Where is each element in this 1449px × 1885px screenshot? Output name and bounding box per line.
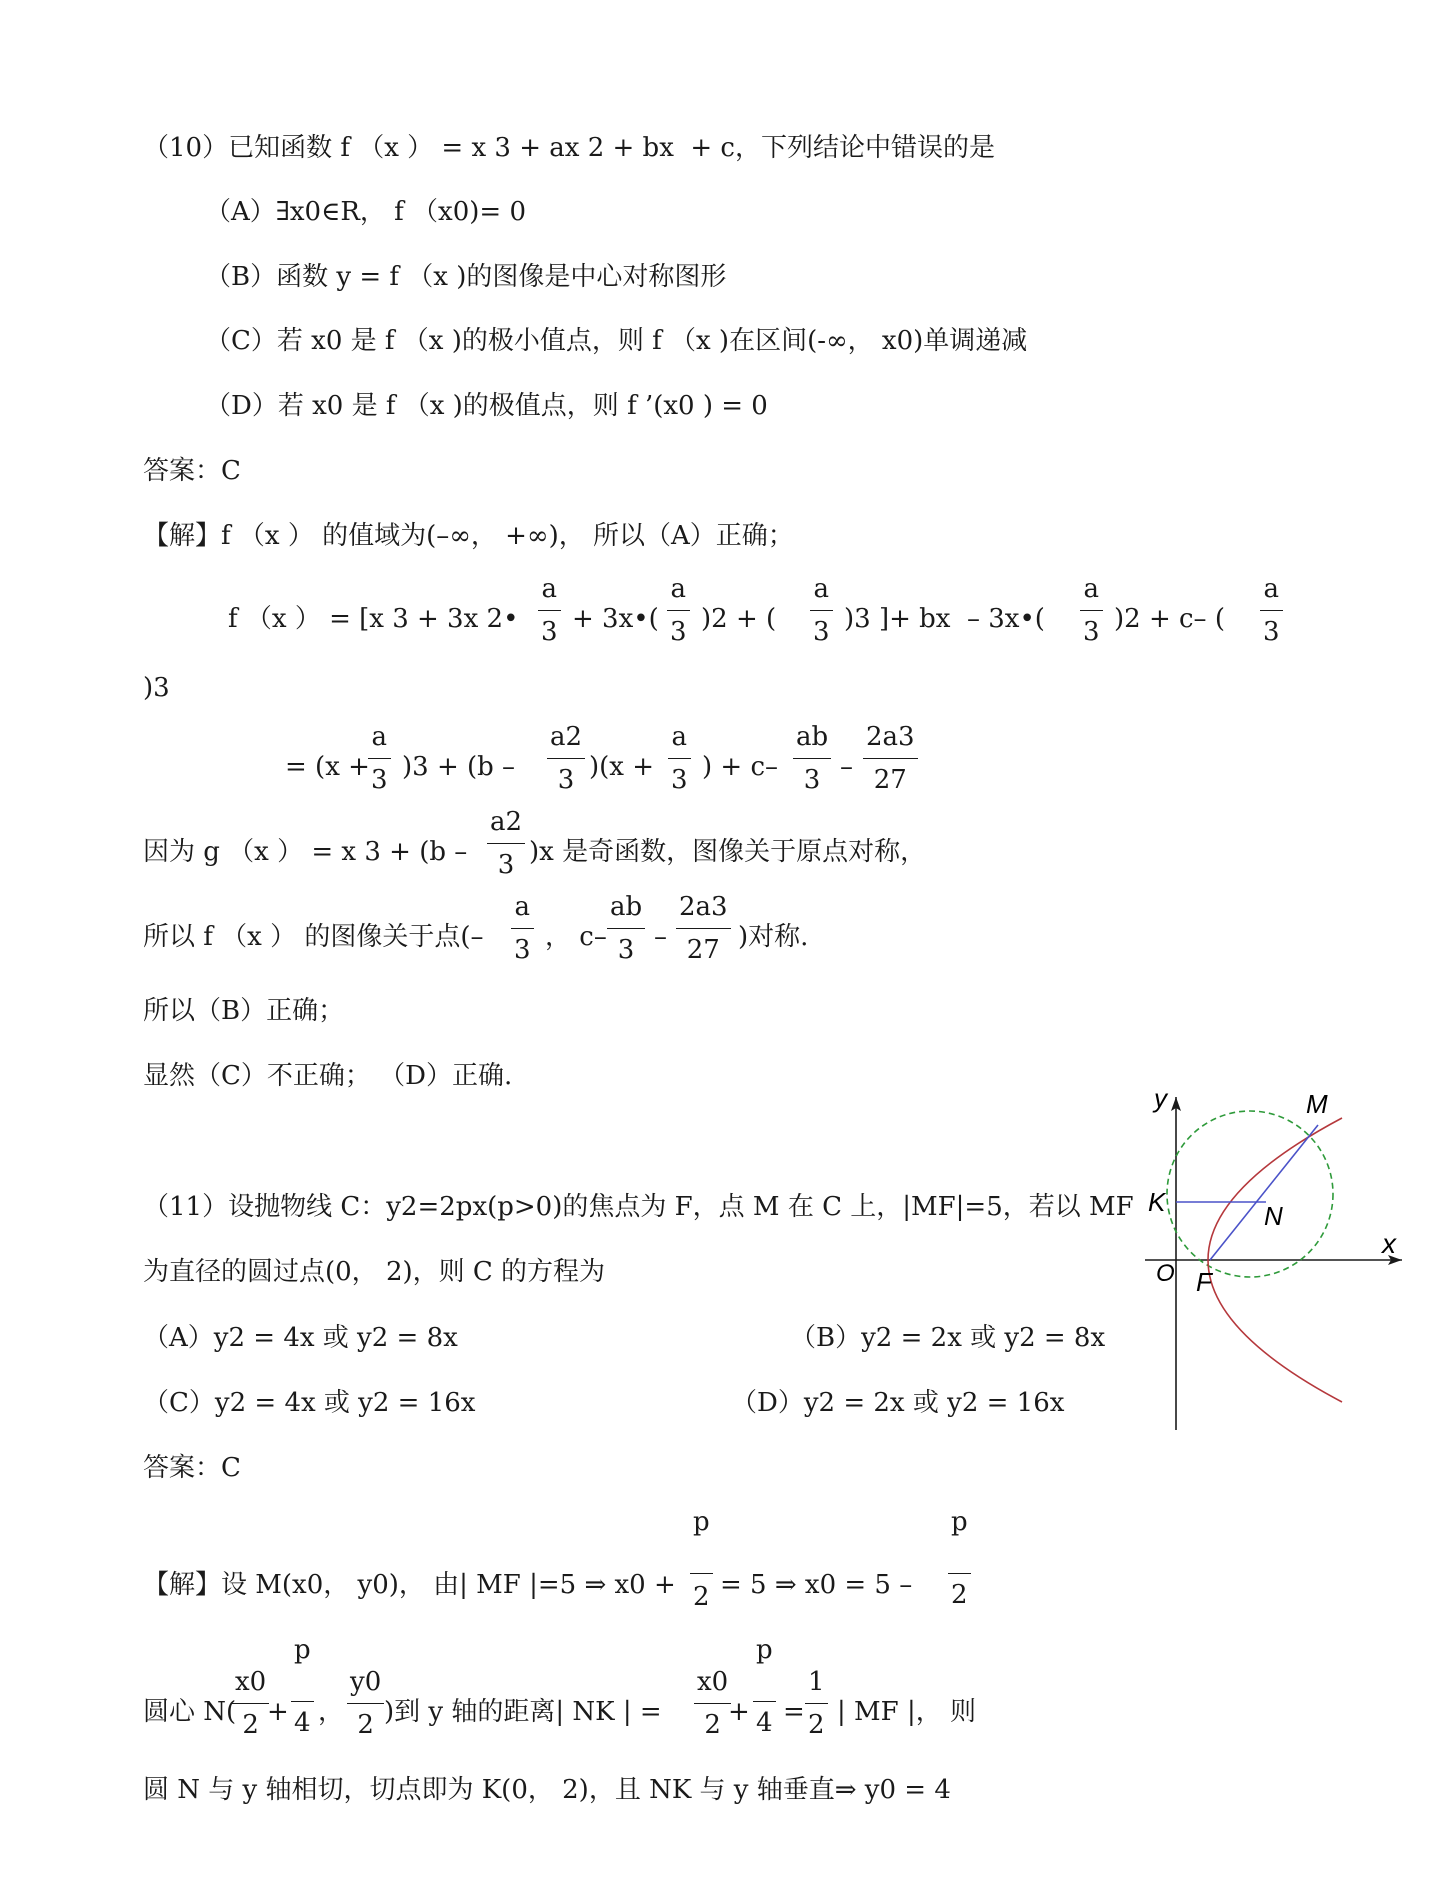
denominator: 3 <box>1083 617 1100 647</box>
fraction-p-over-4 <box>753 1633 776 1738</box>
denominator: 27 <box>873 765 907 795</box>
plus-sign: + <box>728 1697 750 1727</box>
denominator: 3 <box>371 765 388 795</box>
fraction-x0-over-2 <box>694 1667 731 1740</box>
sym-line-part4: )对称. <box>738 922 809 952</box>
numerator: a <box>1263 574 1280 604</box>
sym-line-part1: 所以 f （x ） 的图像关于点(– <box>143 922 484 952</box>
denominator: 4 <box>756 1708 773 1738</box>
g-line-part2: )x 是奇函数，图像关于原点对称， <box>529 837 927 867</box>
denominator: 3 <box>617 935 635 965</box>
q11-stem-line2: 为直径的圆过点(0， 2)，则 C 的方程为 <box>143 1257 606 1287</box>
denominator: 3 <box>541 617 558 647</box>
fraction-p-over-2 <box>948 1505 971 1610</box>
q11-stem-line1: （11）设抛物线 C：y2=2px(p>0)的焦点为 F，点 M 在 C 上，|MF|=5，若以 MF <box>143 1192 1134 1222</box>
q10-option-b: （B）函数 y = f （x )的图像是中心对称图形 <box>205 262 727 292</box>
fraction-a-over-3 <box>538 574 561 647</box>
denominator: 2 <box>951 1580 968 1610</box>
q10-solution-cd: 显然（C）不正确； （D）正确. <box>143 1061 513 1091</box>
segment-mf <box>1210 1125 1318 1260</box>
eq1-part2: + 3x•( <box>572 604 659 634</box>
numerator: p <box>756 1635 773 1665</box>
sol1-part1: 【解】设 M(x0， y0)， 由| MF |=5 ⇒ x0 + <box>143 1570 676 1600</box>
numerator: a <box>514 892 531 922</box>
eq1-part6: )3 <box>143 673 170 703</box>
label-n: N <box>1264 1201 1283 1231</box>
comma: ， <box>318 1697 345 1727</box>
q10-answer: 答案：C <box>143 456 241 486</box>
denominator: 2 <box>808 1710 825 1740</box>
label-y: y <box>1154 1085 1167 1113</box>
denominator: 27 <box>686 935 720 965</box>
eq1-part1: f （x ） = [x 3 + 3x 2• <box>228 604 519 634</box>
q11-option-a: （A）y2 = 4x 或 y2 = 8x <box>143 1323 458 1353</box>
numerator: a <box>670 574 687 604</box>
equals-sign: = <box>783 1697 805 1727</box>
q11-answer: 答案：C <box>143 1453 241 1483</box>
numerator: ab <box>796 722 829 752</box>
numerator: a <box>541 574 558 604</box>
denominator: 2 <box>242 1710 259 1740</box>
numerator: p <box>294 1635 311 1665</box>
eq2-part2: )3 + (b – <box>402 752 516 782</box>
numerator: x0 <box>235 1667 267 1697</box>
q11-solution-line3: 圆 N 与 y 轴相切，切点即为 K(0， 2)，且 NK 与 y 轴垂直⇒ y0 = 4 <box>143 1775 951 1805</box>
fraction-a-over-3 <box>668 722 691 795</box>
fraction-a-over-3 <box>1080 574 1103 647</box>
numerator: x0 <box>697 1667 729 1697</box>
plus-sign: + <box>267 1697 289 1727</box>
eq2-part3: )(x + <box>589 752 654 782</box>
denominator: 3 <box>497 850 515 880</box>
sym-line-part2: ， c– <box>545 922 607 952</box>
numerator: a <box>371 722 388 752</box>
denominator: 2 <box>693 1582 710 1612</box>
sol2-part3: | MF |， 则 <box>837 1697 976 1727</box>
q10-solution-line1: 【解】f （x ） 的值域为(–∞， +∞)， 所以（A）正确； <box>143 521 794 551</box>
fraction-a-over-3 <box>810 574 833 647</box>
q10-option-d: （D）若 x0 是 f （x )的极值点，则 f ’(x0 ) = 0 <box>205 391 768 421</box>
numerator: 1 <box>808 1667 825 1697</box>
denominator: 3 <box>670 617 687 647</box>
sol2-part2: )到 y 轴的距离| NK | = <box>384 1697 662 1727</box>
eq2-part1: = (x + <box>285 752 370 782</box>
denominator: 3 <box>1263 617 1280 647</box>
fraction-a-over-3 <box>368 722 391 795</box>
label-f: F <box>1196 1267 1212 1297</box>
denominator: 2 <box>357 1710 374 1740</box>
numerator: 2a3 <box>679 892 728 922</box>
numerator: a2 <box>490 807 523 837</box>
eq2-part4: ) + c– <box>702 752 779 782</box>
fraction-a-over-3 <box>667 574 690 647</box>
label-o: O <box>1156 1260 1175 1287</box>
label-m: M <box>1306 1089 1328 1119</box>
numerator: a2 <box>550 722 583 752</box>
fraction-ab-over-3 <box>793 722 831 795</box>
q10-stem: （10）已知函数 f （x ） = x 3 + ax 2 + bx + c，下列结论中错误的是 <box>143 133 995 163</box>
fraction-x0-over-2 <box>232 1667 269 1740</box>
fraction-a-over-3 <box>511 892 534 965</box>
fraction-p-over-4 <box>291 1633 314 1738</box>
numerator: a <box>813 574 830 604</box>
fraction-a-over-3 <box>1260 574 1283 647</box>
fraction-p-over-2 <box>690 1505 713 1614</box>
q11-option-c: （C）y2 = 4x 或 y2 = 16x <box>143 1388 476 1418</box>
sol1-part2: = 5 ⇒ x0 = 5 – <box>720 1570 913 1600</box>
denominator: 3 <box>803 765 821 795</box>
fraction-a2-over-3 <box>487 807 525 880</box>
q10-solution-b: 所以（B）正确； <box>143 996 345 1026</box>
sym-line-part3: – <box>654 922 667 952</box>
eq1-part5: )2 + c– ( <box>1114 604 1225 634</box>
fraction-2a3-over-27 <box>863 722 918 795</box>
fraction-ab-over-3 <box>607 892 645 965</box>
parabola-figure <box>1140 1085 1410 1435</box>
fraction-2a3-over-27 <box>676 892 731 965</box>
denominator: 2 <box>704 1710 721 1740</box>
g-line-part1: 因为 g （x ） = x 3 + (b – <box>143 837 468 867</box>
denominator: 3 <box>813 617 830 647</box>
numerator: p <box>693 1507 710 1537</box>
numerator: p <box>951 1507 968 1537</box>
numerator: a <box>671 722 688 752</box>
circle-with-diameter-mf <box>1167 1111 1333 1277</box>
fraction-1-over-2 <box>805 1667 828 1740</box>
numerator: 2a3 <box>866 722 915 752</box>
fraction-y0-over-2 <box>347 1667 384 1740</box>
fraction-a2-over-3 <box>547 722 585 795</box>
numerator: ab <box>610 892 643 922</box>
denominator: 3 <box>557 765 575 795</box>
eq2-part5: – <box>840 752 853 782</box>
denominator: 3 <box>671 765 688 795</box>
q10-option-c: （C）若 x0 是 f （x )的极小值点，则 f （x )在区间(-∞， x0)单调递减 <box>205 326 1028 356</box>
numerator: a <box>1083 574 1100 604</box>
label-k: K <box>1148 1187 1166 1217</box>
eq1-part4: )3 ]+ bx – 3x•( <box>844 604 1045 634</box>
eq1-part3: )2 + ( <box>701 604 777 634</box>
sol2-part1: 圆心 N( <box>143 1697 237 1727</box>
q11-option-b: （B）y2 = 2x 或 y2 = 8x <box>790 1323 1106 1353</box>
denominator: 4 <box>294 1708 311 1738</box>
q11-option-d: （D）y2 = 2x 或 y2 = 16x <box>731 1388 1065 1418</box>
label-x: x <box>1382 1228 1396 1259</box>
numerator: y0 <box>350 1667 382 1697</box>
denominator: 3 <box>514 935 531 965</box>
q10-option-a: （A）∃x0∈R， f （x0)= 0 <box>205 197 527 227</box>
